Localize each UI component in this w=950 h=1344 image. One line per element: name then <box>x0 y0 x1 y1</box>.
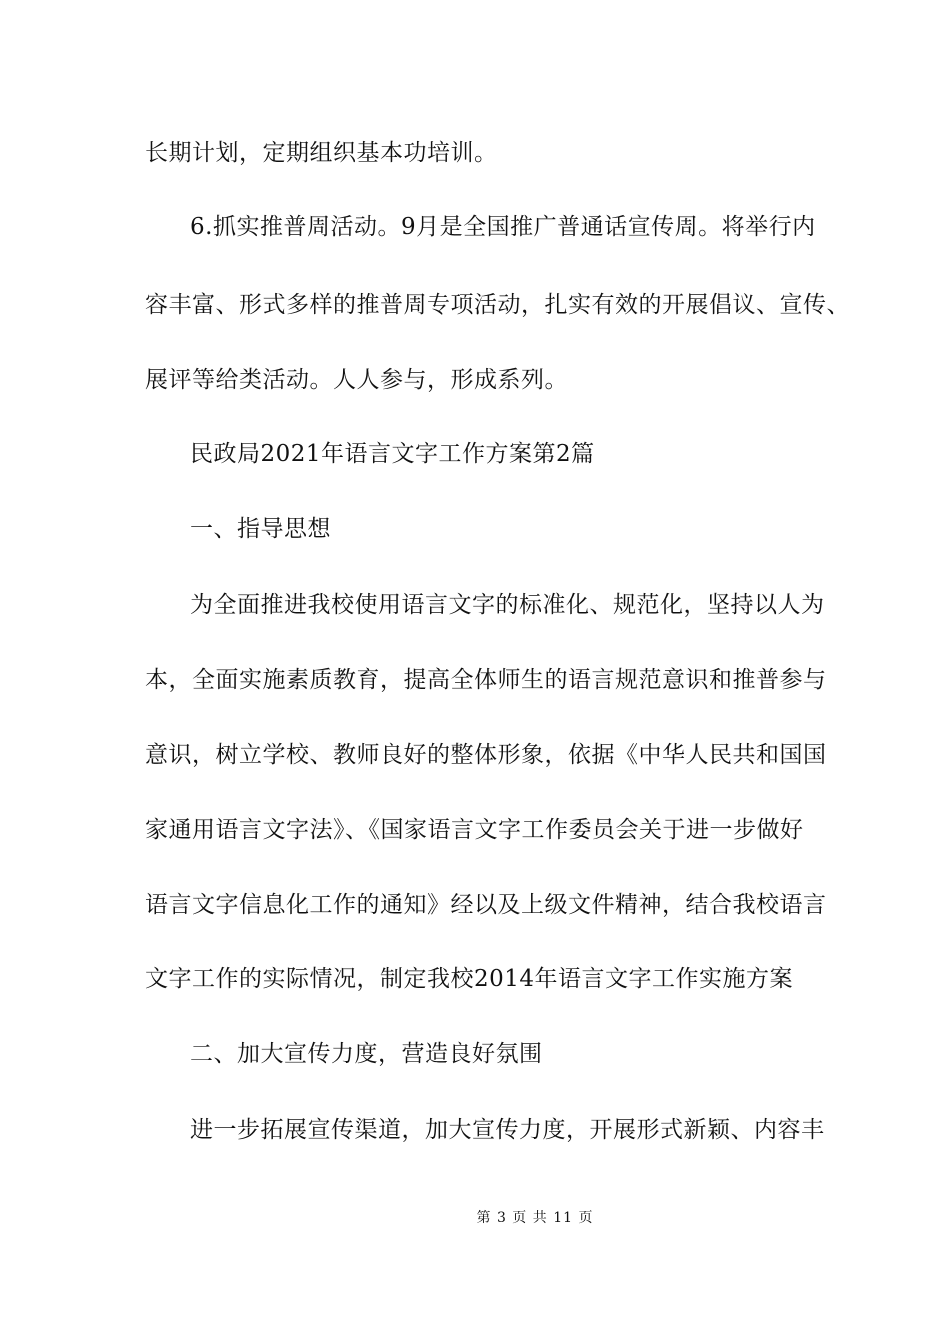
section-title: 民政局2021年语言文字工作方案第2篇 <box>190 441 595 467</box>
body-text-line: 家通用语言文字法》、《国家语言文字工作委员会关于进一步做好 <box>145 817 804 843</box>
page-number-footer: 第 3 页 共 11 页 <box>476 1210 594 1226</box>
body-text-line: 语言文字信息化工作的通知》经以及上级文件精神，结合我校语言 <box>145 892 827 918</box>
body-text-line: 长期计划，定期组织基本功培训。 <box>145 140 498 166</box>
body-text-line: 展评等给类活动。人人参与，形成系列。 <box>145 367 568 393</box>
body-text-line: 意识，树立学校、教师良好的整体形象，依据《中华人民共和国国 <box>145 742 827 768</box>
body-text-line: 文字工作的实际情况，制定我校2014年语言文字工作实施方案 <box>145 966 794 992</box>
section-heading: 一、指导思想 <box>190 516 331 542</box>
body-text-line: 进一步拓展宣传渠道，加大宣传力度，开展形式新颖、内容丰 <box>190 1117 825 1143</box>
body-text-line: 本，全面实施素质教育，提高全体师生的语言规范意识和推普参与 <box>145 667 827 693</box>
body-text-line: 容丰富、形式多样的推普周专项活动，扎实有效的开展倡议、宣传、 <box>145 292 850 318</box>
section-heading: 二、加大宣传力度，营造良好氛围 <box>190 1041 543 1067</box>
body-text-line: 6.抓实推普周活动。9月是全国推广普通话宣传周。将举行内 <box>190 214 816 240</box>
body-text-line: 为全面推进我校使用语言文字的标准化、规范化，坚持以人为 <box>190 592 825 618</box>
